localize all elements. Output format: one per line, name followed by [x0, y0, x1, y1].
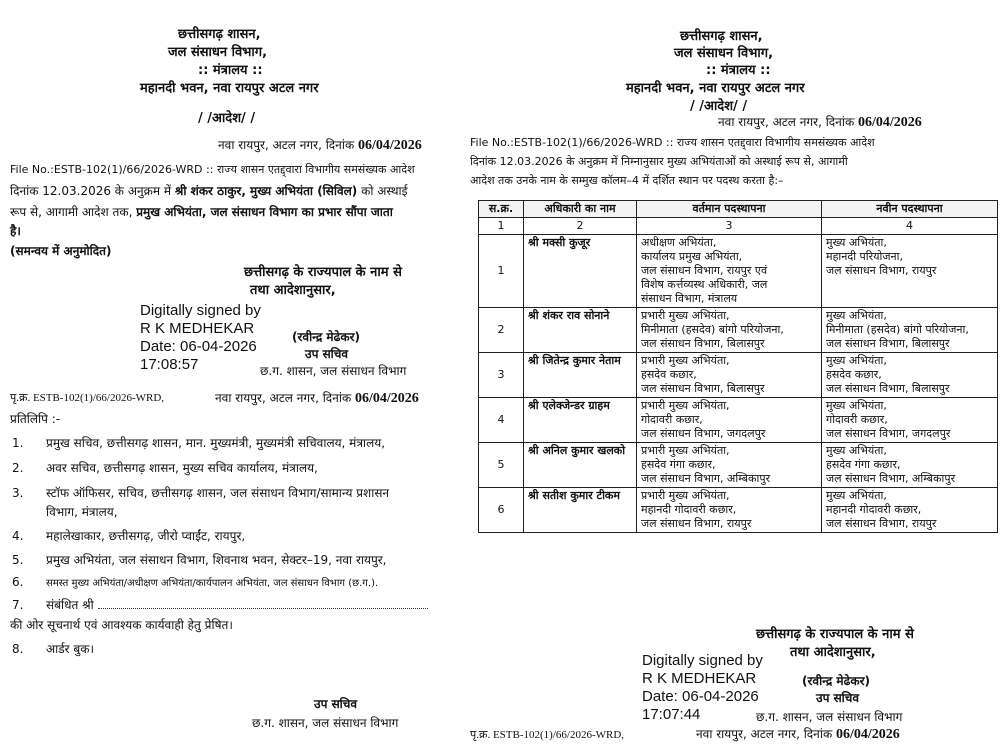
table-row — [479, 398, 998, 443]
copy-item-4 — [12, 527, 245, 544]
right-endorsement-date-value: 06/04/2026 — [836, 727, 900, 742]
row-new-posting — [822, 443, 998, 488]
left-sig-line-1: Digitally signed by — [140, 302, 261, 319]
col-header-sno: स.क्र. — [479, 201, 524, 218]
right-signatory-designation: उप सचिव — [816, 691, 860, 705]
left-sig-line-4: 17:08:57 — [140, 356, 199, 373]
left-sig-line-3: Date: 06-04-2026 — [140, 338, 257, 355]
copy-item-7-text: संबंधित श्री — [46, 598, 94, 612]
left-endorsement-sign-dept: छ.ग. शासन, जल संसाधन विभाग — [252, 716, 399, 730]
copy-item-4-num: 4. — [12, 529, 24, 543]
right-signatory-dept: छ.ग. शासन, जल संसाधन विभाग — [756, 710, 903, 724]
right-header-line-4: महानदी भवन, नवा रायपुर अटल नगर — [626, 81, 805, 96]
left-date-label: नवा रायपुर, अटल नगर, दिनांक — [218, 138, 355, 152]
row-officer-name: श्री जितेन्द्र कुमार नेताम — [524, 353, 637, 398]
new-line: महानदी परियोजना, — [826, 250, 903, 263]
current-line: जल संसाधन विभाग, जगदलपुर — [641, 427, 766, 440]
left-body-line-4: है। — [10, 224, 21, 238]
row-current-posting — [637, 235, 822, 308]
row-officer-name: श्री सतीश कुमार टीकम — [524, 488, 637, 533]
current-line: प्रभारी मुख्य अभियंता, — [641, 354, 730, 367]
new-line: महानदी गोदावरी कछार, — [826, 503, 922, 516]
left-date-line — [218, 136, 422, 154]
left-order-title: / /आदेश/ / — [198, 111, 256, 126]
row-new-posting — [822, 308, 998, 353]
posting-table-colnum-row — [479, 218, 998, 235]
right-header-line-1: छत्तीसगढ़ शासन, — [680, 29, 763, 44]
current-line: गोदावरी कछार, — [641, 413, 703, 426]
row-sno: 5 — [479, 443, 524, 488]
left-forward-note: की ओर सूचनार्थ एवं आवश्यक कार्यवाही हेतु प्रेषित। — [10, 618, 233, 632]
new-line: मिनीमाता (हसदेव) बांगो परियोजना, — [826, 323, 969, 336]
row-officer-name: श्री शंकर राव सोनाने — [524, 308, 637, 353]
col-header-new-posting: नवीन पदस्थापना — [822, 201, 998, 218]
copy-item-1-num: 1. — [12, 436, 24, 450]
copy-item-6-num: 6. — [12, 575, 24, 589]
copy-item-4-text: महालेखाकार, छत्तीसगढ़, जीरो प्वाईंट, रायपुर, — [46, 529, 246, 543]
left-sig-line-2: R K MEDHEKAR — [140, 320, 255, 337]
current-line: हसदेव गंगा कछार, — [641, 458, 716, 471]
row-new-posting — [822, 398, 998, 443]
right-body-line-3: आदेश तक उनके नाम के सम्मुख कॉलम–4 में दर्शित स्थान पर पदस्थ करता है:– — [470, 174, 784, 187]
copy-item-3-num: 3. — [12, 486, 24, 500]
right-body-line-2: दिनांक 12.03.2026 के अनुक्रम में निम्नानुसार मुख्य अभियंताओं को अस्थाई रूप से, आगामी — [470, 155, 848, 168]
copy-item-2-text: अवर सचिव, छत्तीसगढ़ शासन, मुख्य सचिव कार्यालय, मंत्रालय, — [46, 461, 318, 475]
current-line: प्रभारी मुख्य अभियंता, — [641, 444, 730, 457]
right-date-value: 06/04/2026 — [858, 115, 922, 130]
copy-item-3 — [12, 484, 389, 501]
left-endorsement-date-line — [215, 389, 419, 407]
col-header-current-posting: वर्तमान पदस्थापना — [637, 201, 822, 218]
right-order-document — [470, 0, 1000, 744]
right-endorsement-ref: पृ.क्र. ESTB-102(1)/66/2026-WRD, — [470, 729, 625, 741]
copy-item-7-blank-line — [98, 608, 428, 609]
left-endorsement-sign-designation: उप सचिव — [314, 697, 358, 711]
copy-item-8-num: 8. — [12, 642, 24, 656]
left-governor-line-2: तथा आदेशानुसार, — [250, 283, 336, 298]
row-officer-name: श्री मक्सी कुजूर — [524, 235, 637, 308]
right-digital-signature — [642, 652, 763, 724]
table-row — [479, 235, 998, 308]
left-header-line-1: छत्तीसगढ़ शासन, — [178, 27, 261, 42]
new-line: गोदावरी कछार, — [826, 413, 888, 426]
posting-table-header-row — [479, 201, 998, 218]
current-line: अधीक्षण अभियंता, — [641, 236, 717, 249]
left-body-l2a: दिनांक 12.03.2026 के अनुक्रम में — [10, 184, 172, 198]
left-digital-signature — [140, 302, 261, 374]
row-new-posting — [822, 488, 998, 533]
left-header-line-3: :: मंत्रालय :: — [198, 63, 263, 78]
new-line: हसदेव गंगा कछार, — [826, 458, 901, 471]
right-date-label: नवा रायपुर, अटल नगर, दिनांक — [718, 115, 855, 129]
col-num-2: 2 — [524, 218, 637, 235]
current-line: कार्यालय प्रमुख अभियंता, — [641, 250, 743, 263]
current-line: जल संसाधन विभाग, बिलासपुर — [641, 382, 765, 395]
left-endorsement-date-label: नवा रायपुर, अटल नगर, दिनांक — [215, 391, 352, 405]
current-line: जल संसाधन विभाग, बिलासपुर — [641, 337, 765, 350]
new-line: जल संसाधन विभाग, अम्बिकापुर — [826, 472, 956, 485]
current-line: प्रभारी मुख्य अभियंता, — [641, 399, 730, 412]
copy-item-8 — [12, 640, 94, 657]
row-sno: 6 — [479, 488, 524, 533]
left-signatory-dept: छ.ग. शासन, जल संसाधन विभाग — [260, 364, 407, 378]
current-line: जल संसाधन विभाग, रायपुर — [641, 517, 752, 530]
new-line: जल संसाधन विभाग, जगदलपुर — [826, 427, 951, 440]
left-body-l2c: को अस्थाई — [361, 184, 408, 198]
copy-item-7 — [12, 596, 428, 613]
row-sno: 4 — [479, 398, 524, 443]
col-num-3: 3 — [637, 218, 822, 235]
row-new-posting — [822, 235, 998, 308]
current-line: संसाधन विभाग, मंत्रालय — [641, 292, 738, 305]
new-line: मुख्य अभियंता, — [826, 489, 887, 502]
left-date-value: 06/04/2026 — [358, 138, 422, 153]
copy-item-5 — [12, 551, 387, 568]
row-sno: 1 — [479, 235, 524, 308]
left-body-l3a: रूप से, आगामी आदेश तक, — [10, 205, 133, 219]
table-row — [479, 308, 998, 353]
row-sno: 2 — [479, 308, 524, 353]
right-header-line-2: जल संसाधन विभाग, — [674, 46, 774, 61]
new-line: मुख्य अभियंता, — [826, 444, 887, 457]
left-signatory-designation: उप सचिव — [305, 347, 349, 361]
right-sig-line-1: Digitally signed by — [642, 652, 763, 669]
left-header-line-2: जल संसाधन विभाग, — [168, 45, 268, 60]
current-line: जल संसाधन विभाग, अम्बिकापुर — [641, 472, 771, 485]
copy-item-8-text: आर्डर बुक। — [46, 642, 95, 656]
right-header-line-3: :: मंत्रालय :: — [706, 63, 771, 78]
row-current-posting — [637, 398, 822, 443]
left-body-charge: प्रमुख अभियंता, जल संसाधन विभाग का प्रभार सौंपा जाता — [136, 205, 393, 219]
copy-item-3-text: स्टॉफ ऑफिसर, सचिव, छत्तीसगढ़ शासन, जल संसाधन विभाग/सामान्य प्रशासन — [46, 486, 390, 500]
copy-item-7-num: 7. — [12, 598, 24, 612]
row-officer-name: श्री एलेक्जेन्डर ग्राहम — [524, 398, 637, 443]
new-line: जल संसाधन विभाग, रायपुर — [826, 264, 937, 277]
copy-item-3-cont-text: विभाग, मंत्रालय, — [46, 505, 118, 519]
table-row — [479, 488, 998, 533]
left-governor-line-1: छत्तीसगढ़ के राज्यपाल के नाम से — [244, 265, 402, 280]
right-sig-line-4: 17:07:44 — [642, 706, 701, 723]
copy-item-6-text: समस्त मुख्य अभियंता/अधीक्षण अभियंता/कार्यपालन अभियंता, जल संसाधन विभाग (छ.ग.). — [46, 578, 379, 589]
row-current-posting — [637, 443, 822, 488]
copy-item-2 — [12, 459, 318, 476]
copy-item-1 — [12, 434, 385, 451]
row-current-posting — [637, 488, 822, 533]
left-header-line-4: महानदी भवन, नवा रायपुर अटल नगर — [140, 81, 319, 96]
copy-item-5-text: प्रमुख अभियंता, जल संसाधन विभाग, शिवनाथ भवन, सेक्टर–19, नवा रायपुर, — [46, 553, 387, 567]
col-header-officer: अधिकारी का नाम — [524, 201, 637, 218]
left-order-document — [0, 0, 470, 744]
posting-table — [478, 200, 998, 533]
right-endorsement-date-line — [696, 725, 900, 743]
right-date-line — [718, 113, 922, 131]
new-line: जल संसाधन विभाग, बिलासपुर — [826, 382, 950, 395]
new-line: मुख्य अभियंता, — [826, 236, 887, 249]
current-line: प्रभारी मुख्य अभियंता, — [641, 309, 730, 322]
left-approved-note: (समन्वय में अनुमोदित) — [10, 244, 112, 258]
row-officer-name: श्री अनिल कुमार खलको — [524, 443, 637, 488]
right-sig-line-2: R K MEDHEKAR — [642, 670, 757, 687]
right-body-line-1: File No.:ESTB-102(1)/66/2026-WRD :: राज्य शासन एतद्द्वारा विभागीय समसंख्यक आदेश — [470, 136, 875, 149]
right-governor-line-1: छत्तीसगढ़ के राज्यपाल के नाम से — [756, 627, 914, 642]
left-body-line-1: File No.:ESTB-102(1)/66/2026-WRD :: राज्य शासन एतद्द्वारा विभागीय समसंख्यक आदेश — [10, 163, 415, 176]
new-line: मुख्य अभियंता, — [826, 354, 887, 367]
new-line: जल संसाधन विभाग, रायपुर — [826, 517, 937, 530]
copy-item-5-num: 5. — [12, 553, 24, 567]
current-line: जल संसाधन विभाग, रायपुर एवं — [641, 264, 768, 277]
copy-item-1-text: प्रमुख सचिव, छत्तीसगढ़ शासन, मान. मुख्यमंत्री, मुख्यमंत्री सचिवालय, मंत्रालय, — [46, 436, 386, 450]
right-sig-line-3: Date: 06-04-2026 — [642, 688, 759, 705]
current-line: प्रभारी मुख्य अभियंता, — [641, 489, 730, 502]
col-num-4: 4 — [822, 218, 998, 235]
row-new-posting — [822, 353, 998, 398]
row-current-posting — [637, 353, 822, 398]
current-line: मिनीमाता (हसदेव) बांगो परियोजना, — [641, 323, 784, 336]
left-body-line-3 — [10, 203, 393, 220]
current-line: महानदी गोदावरी कछार, — [641, 503, 737, 516]
table-row — [479, 353, 998, 398]
new-line: मुख्य अभियंता, — [826, 309, 887, 322]
copy-item-2-num: 2. — [12, 461, 24, 475]
left-body-line-2 — [10, 182, 408, 199]
new-line: मुख्य अभियंता, — [826, 399, 887, 412]
row-current-posting — [637, 308, 822, 353]
copy-item-6 — [12, 575, 378, 589]
right-order-title: / /आदेश/ / — [690, 99, 748, 114]
right-signatory-name: (रवीन्द्र मेढेकर) — [802, 674, 870, 688]
row-sno: 3 — [479, 353, 524, 398]
table-row — [479, 443, 998, 488]
col-num-1: 1 — [479, 218, 524, 235]
right-governor-line-2: तथा आदेशानुसार, — [790, 645, 876, 660]
left-copy-label: प्रतिलिपि :- — [10, 412, 61, 426]
current-line: हसदेव कछार, — [641, 368, 697, 381]
left-endorsement-ref: पृ.क्र. ESTB-102(1)/66/2026-WRD, — [10, 392, 165, 404]
left-endorsement-date-value: 06/04/2026 — [355, 391, 419, 406]
left-body-officer: श्री शंकर ठाकुर, मुख्य अभियंता (सिविल) — [174, 184, 358, 198]
current-line: विशेष कर्त्तव्यस्थ अधिकारी, जल — [641, 278, 768, 291]
left-signatory-name: (रवीन्द्र मेढेकर) — [292, 330, 360, 344]
right-endorsement-date-label: नवा रायपुर, अटल नगर, दिनांक — [696, 727, 833, 741]
copy-item-3-cont — [12, 503, 118, 520]
new-line: जल संसाधन विभाग, बिलासपुर — [826, 337, 950, 350]
new-line: हसदेव कछार, — [826, 368, 882, 381]
